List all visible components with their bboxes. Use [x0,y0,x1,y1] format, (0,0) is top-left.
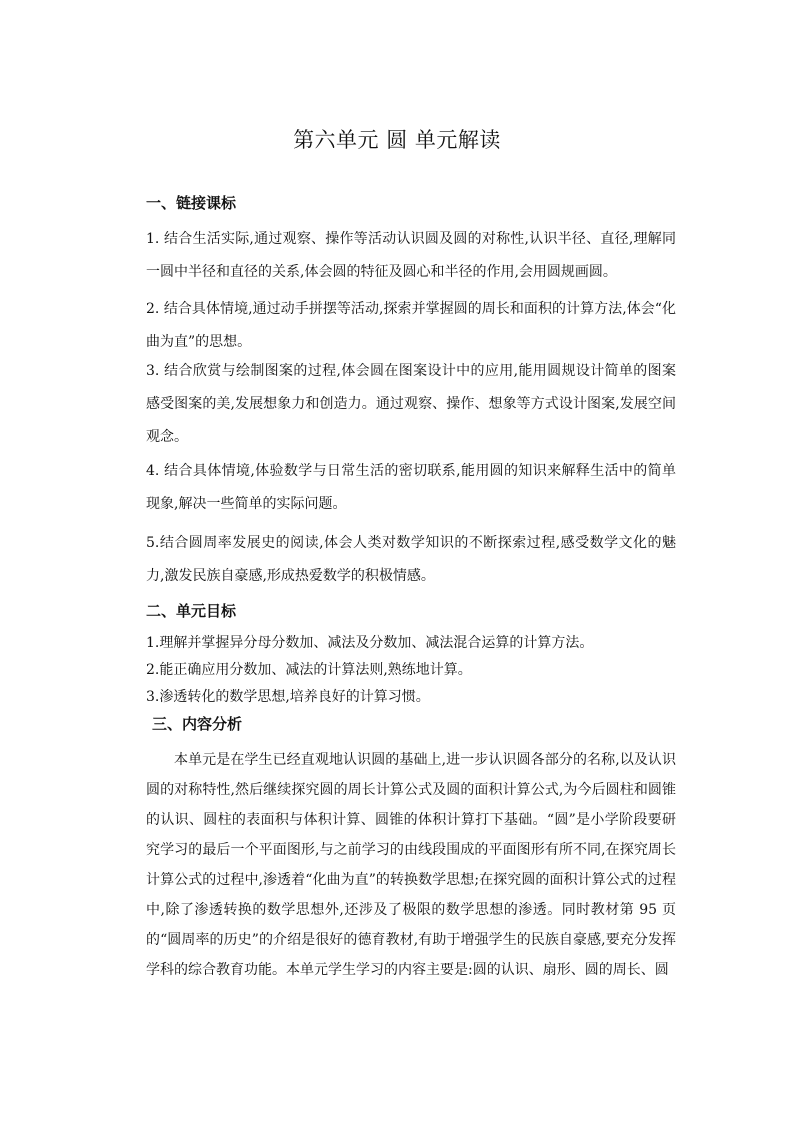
content-analysis-paragraph: 本单元是在学生已经直观地认识圆的基础上,进一步认识圆各部分的名称,以及认识圆的对称特性,然后继续探究圆的周长计算公式及圆的面积计算公式,为今后圆柱和圆锥的认识、圆柱的表面积与体积计算、圆锥的体积计算打下基础。“圆”是小学阶段要研究学习的最后一个平面图形,与之前学习的由线段围成的平面图形有所不同,在探究周长计算公式的过程中,渗透着“化曲为直”的转换数学思想;在探究圆的面积计算公式的过程中,除了渗透转换的数学思想外,还涉及了极限的数学思想的渗透。同时教材第 95 页的“圆周率的历史”的介绍是很好的德育教材,有助于增强学生的民族自豪感,要充分发挥学科的综合教育功能。本单元学生学习的内容主要是:圆的认识、扇形、圆的周长、圆 [146,752,676,978]
section-heading-curriculum: 一、链接课标 [146,194,237,212]
curriculum-item-5: 5.结合圆周率发展史的阅读,体会人类对数学知识的不断探索过程,感受数学文化的魅力,激发民族自豪感,形成热爱数学的积极情感。 [146,535,676,584]
goal-item-2: 2.能正确应用分数加、减法的计算法则,熟练地计算。 [146,662,472,678]
curriculum-item-2: 2. 结合具体情境,通过动手拼摆等活动,探索并掌握圆的周长和面积的计算方法,体会“化曲为直”的思想。 [146,301,676,350]
curriculum-item-1: 1. 结合生活实际,通过观察、操作等活动认识圆及圆的对称性,认识半径、直径,理解同一圆中半径和直径的关系,体会圆的特征及圆心和半径的作用,会用圆规画圆。 [146,231,676,280]
curriculum-item-3: 3. 结合欣赏与绘制图案的过程,体会圆在图案设计中的应用,能用圆规设计简单的图案感受图案的美,发展想象力和创造力。通过观察、操作、想象等方式设计图案,发展空间观念。 [146,363,676,445]
goal-item-3: 3.渗透转化的数学思想,培养良好的计算习惯。 [146,689,430,705]
curriculum-item-4: 4. 结合具体情境,体验数学与日常生活的密切联系,能用圆的知识来解释生活中的简单现象,解决一些简单的实际问题。 [146,463,676,512]
document-title: 第六单元 圆 单元解读 [293,128,501,152]
section-heading-content-analysis: 三、内容分析 [152,715,243,733]
section-heading-goals: 二、单元目标 [146,602,237,620]
goal-item-1: 1.理解并掌握异分母分数加、减法及分数加、减法混合运算的计算方法。 [146,635,594,651]
